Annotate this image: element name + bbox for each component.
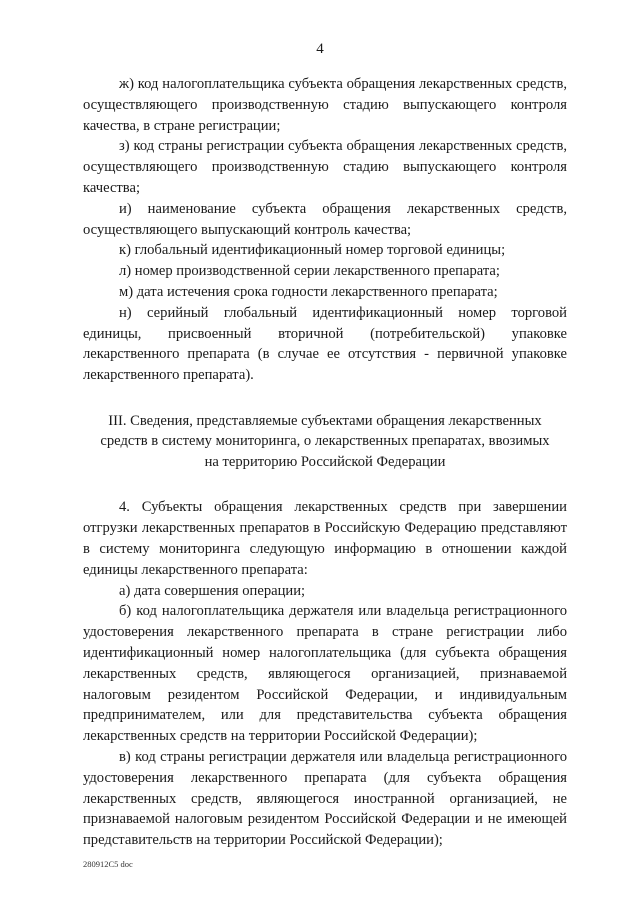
item-v: в) код страны регистрации держателя или владельца регистрационного удостоверения лекарственного препарата (для субъекта обращения лекарственных средств, являющегося иностранной организацией, не признаваемой налоговым резидентом Российской Федерации и не имеющей представительств на территории Российской Федерации); [83, 749, 567, 849]
item-n: н) серийный глобальный идентификационный номер торговой единицы, присвоенный вторичной (потребительской) упаковке лекарственного препарата (в случае ее отсутствия - первичной упаковке лекарственного препарата). [83, 304, 567, 384]
item-m: м) дата истечения срока годности лекарственного препарата; [119, 283, 498, 300]
item-b: б) код налогоплательщика держателя или владельца регистрационного удостоверения лекарственного препарата в стране регистрации либо идентификационный номер налогоплательщика (для субъекта обращения лекарственных средств, являющегося организацией, признаваемой налоговым резидентом Российской Федерации, и индивидуальным предпринимателем, или для представительства субъекта обращения лекарственных средств на территории Российской Федерации); [83, 603, 567, 745]
document-footer-code: 280912C5 doc [83, 859, 133, 869]
document-body [83, 74, 567, 851]
item-k: к) глобальный идентификационный номер торговой единицы; [119, 242, 506, 259]
item-i: и) наименование субъекта обращения лекарственных средств, осуществляющего выпускающий контроль качества; [83, 200, 567, 238]
item-z: з) код страны регистрации субъекта обращения лекарственных средств, осуществляющего производственную стадию выпускающего контроля качества; [83, 138, 567, 196]
section-heading-line: на территорию Российской Федерации [204, 453, 446, 470]
item-l: л) номер производственной серии лекарственного препарата; [119, 263, 500, 280]
clause-4: 4. Субъекты обращения лекарственных средств при завершении отгрузки лекарственных препаратов в Российскую Федерацию представляют в систему мониторинга следующую информацию в отношении каждой единицы лекарственного препарата: [83, 499, 567, 578]
page-number: 4 [316, 41, 324, 57]
item-a: а) дата совершения операции; [119, 582, 306, 599]
section-heading-line: III. Сведения, представляемые субъектами обращения лекарственных [108, 412, 542, 429]
item-zh: ж) код налогоплательщика субъекта обращения лекарственных средств, осуществляющего производственную стадию выпускающего контроля качества, в стране регистрации; [83, 76, 567, 134]
section-heading [83, 411, 567, 473]
section-heading-line: средств в систему мониторинга, о лекарственных препаратах, ввозимых [100, 433, 550, 450]
